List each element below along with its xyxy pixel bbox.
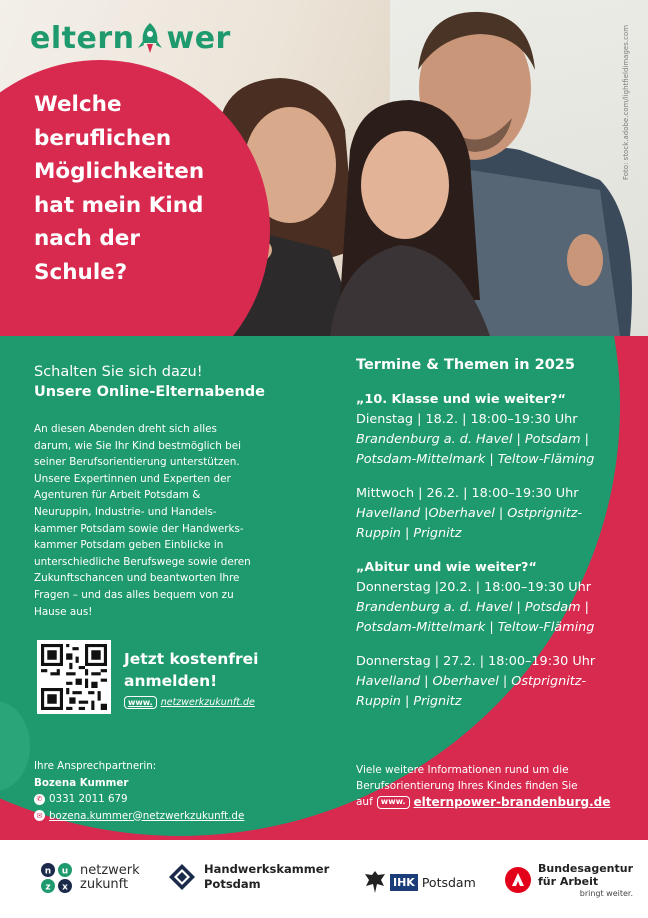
body-line: Fragen – und das alles bequem von zu — [34, 588, 234, 601]
body-line: Zukunftschancen und beantworten Ihre — [34, 572, 240, 585]
more-info-prefix: auf — [356, 796, 373, 808]
partner-logos — [0, 840, 648, 918]
hero-question-line: hat mein Kind — [34, 192, 204, 218]
hero-question-line: Welche — [34, 92, 122, 117]
intro-title: Unsere Online-Elternabende — [34, 384, 266, 400]
contact-email-row — [34, 808, 244, 825]
more-info-line: Viele weitere Informationen rund um die — [356, 764, 569, 776]
ba-name-2: für Arbeit — [538, 875, 599, 888]
www-icon: www. — [377, 796, 410, 809]
ihk-badge: IHK — [390, 874, 418, 891]
contact-label: Ihre Ansprechpartnerin: — [34, 760, 157, 772]
registration-link-text[interactable]: netzwerkzukunft.de — [160, 697, 255, 708]
event-date: Mittwoch | 26.2. | 18:00–19:30 Uhr — [356, 486, 579, 501]
event-regions: Ruppin | Prignitz — [356, 526, 462, 541]
event-regions: Brandenburg a. d. Havel | Potsdam | — [356, 432, 589, 447]
svg-text:u: u — [61, 866, 69, 877]
schedule-heading: Termine & Themen in 2025 — [356, 357, 575, 373]
ba-slogan: bringt weiter. — [579, 889, 634, 898]
bundesagentur-logo — [504, 862, 633, 898]
event-regions: Potsdam-Mittelmark | Teltow-Fläming — [356, 620, 595, 635]
hwk-name: Handwerkskammer — [204, 862, 330, 876]
more-info-link[interactable]: elternpower-brandenburg.de — [413, 795, 611, 809]
event-date: Donnerstag |20.2. | 18:00–19:30 Uhr — [356, 580, 592, 595]
qr-code[interactable] — [37, 640, 111, 714]
svg-text:z: z — [45, 882, 51, 893]
body-line: An diesen Abenden dreht sich alles — [34, 423, 217, 435]
topic-title: „Abitur und wie weiter?“ — [356, 560, 537, 575]
phone-icon: ✆ — [34, 794, 45, 805]
event-date: Donnerstag | 27.2. | 18:00–19:30 Uhr — [356, 654, 596, 669]
more-info-link-row — [356, 794, 636, 810]
svg-text:x: x — [62, 882, 68, 893]
event-regions: Brandenburg a. d. Havel | Potsdam | — [356, 600, 589, 615]
info-section — [0, 336, 648, 840]
event-regions: Ruppin | Prignitz — [356, 694, 462, 709]
netzwerk-zukunft-logo — [40, 862, 140, 894]
elternpower-logo — [30, 18, 231, 58]
svg-text:n: n — [44, 866, 52, 877]
rocket-icon — [135, 21, 165, 55]
netzwerk-text: netzwerk — [80, 863, 140, 878]
hwk-city: Potsdam — [204, 877, 261, 891]
hero-question-line: Schule? — [34, 259, 128, 285]
more-info-block — [356, 762, 636, 810]
more-info-line: Berufsorientierung Ihres Kindes finden Sie — [356, 780, 578, 792]
contact-phone-row — [34, 791, 244, 808]
www-icon: www. — [124, 696, 157, 709]
event-date: Dienstag | 18.2. | 18:00–19:30 Uhr — [356, 412, 578, 427]
body-line: darum, wie Sie Ihr Kind bestmöglich bei — [34, 439, 242, 452]
body-line: Hause aus! — [34, 605, 93, 618]
logo-part-1: eltern — [30, 20, 135, 56]
hero-question-line: beruflichen — [34, 125, 172, 151]
contact-block — [34, 758, 244, 824]
contact-name: Bozena Kummer — [34, 776, 129, 789]
hero-section — [0, 0, 648, 336]
body-line: kammer Potsdam sowie der Handwerks- — [34, 522, 244, 535]
hero-question-line: Möglichkeiten — [34, 159, 205, 184]
topic-title: „10. Klasse und wie weiter?“ — [356, 392, 566, 407]
cta-line: anmelden! — [124, 672, 218, 690]
hero-question-line: nach der — [34, 226, 140, 251]
event-regions: Havelland |Oberhavel | Ostprignitz- — [356, 506, 583, 521]
qr-code-icon — [41, 644, 107, 710]
body-line: unterschiedliche Berufswege sowie deren — [34, 555, 251, 568]
intro-lead: Schalten Sie sich dazu! — [34, 364, 203, 380]
mail-icon: ✉ — [34, 810, 45, 821]
logo-part-2: wer — [166, 20, 231, 56]
event-regions: Havelland | Oberhavel | Ostprignitz- — [356, 674, 587, 689]
intro-body — [34, 421, 274, 620]
handwerkskammer-icon — [168, 863, 196, 891]
registration-cta — [124, 648, 258, 709]
ihk-logo — [364, 870, 476, 894]
handwerkskammer-logo — [168, 862, 329, 892]
ba-name-1: Bundesagentur — [538, 862, 634, 875]
zukunft-text: zukunft — [80, 877, 129, 892]
eagle-icon — [364, 870, 386, 894]
ihk-city: Potsdam — [421, 874, 476, 890]
event-regions: Potsdam-Mittelmark | Teltow-Fläming — [356, 452, 595, 467]
body-line: seiner Berufsorientierung unterstützen. — [34, 456, 240, 469]
bundesagentur-icon — [504, 866, 532, 894]
intro-block — [34, 362, 274, 620]
body-line: Neuruppin, Industrie- und Handels- — [34, 505, 217, 518]
photo-credit: Foto: stock.adobe.com/lightfieldimages.com — [622, 24, 630, 180]
schedule-block — [356, 354, 636, 712]
contact-phone[interactable]: 0331 2011 679 — [49, 793, 128, 805]
body-line: Unsere Expertinnen und Experten der — [34, 472, 231, 485]
netzwerk-zukunft-icon — [40, 862, 74, 894]
cta-line: Jetzt kostenfrei — [124, 650, 259, 668]
body-line: Agenturen für Arbeit Potsdam & — [34, 489, 201, 502]
registration-link[interactable] — [124, 696, 258, 709]
body-line: kammer Potsdam geben Einblicke in — [34, 539, 224, 552]
hero-question — [34, 88, 234, 289]
contact-email[interactable]: bozena.kummer@netzwerkzukunft.de — [49, 809, 245, 822]
